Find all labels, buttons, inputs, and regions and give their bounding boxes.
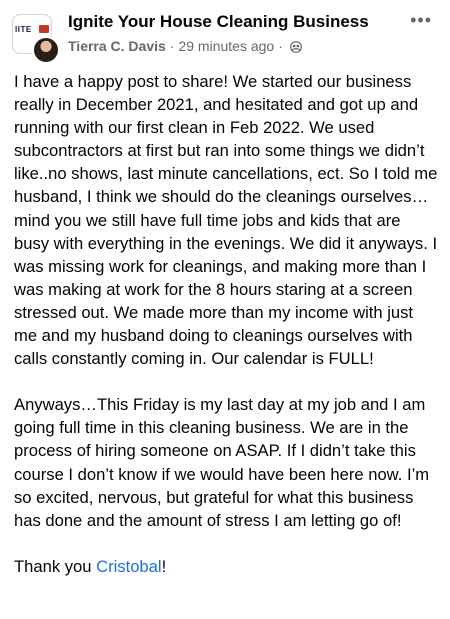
post-header — [0, 0, 450, 66]
group-logo-text: IITE — [15, 25, 32, 34]
paragraph-gap — [14, 532, 440, 555]
mention-link[interactable]: Cristobal — [96, 556, 162, 576]
thanks-prefix: Thank you — [14, 556, 97, 576]
group-logo-mark — [39, 25, 49, 33]
post-thanks-line — [14, 555, 440, 578]
avatar-stack[interactable] — [12, 14, 60, 62]
more-options-icon[interactable]: ••• — [410, 10, 432, 30]
post-body — [14, 70, 440, 578]
group-name-link[interactable]: Ignite Your House Cleaning Business — [68, 12, 369, 31]
paragraph-gap — [14, 370, 440, 393]
separator-dot: · — [169, 38, 175, 54]
post-meta — [68, 38, 302, 54]
group-members-icon — [290, 41, 302, 53]
post-paragraph-2: Anyways…This Friday is my last day at my job and I am going full time in this cleaning business. We are in the process of hiring someone on ASAP. If I didn’t take this course I don’t know if we would have been here now. I’m so excited, nervous, but grateful for what this business has done and the amount of stress I am letting go of! — [14, 395, 430, 530]
post-paragraph-1: I have a happy post to share! We started our business really in December 2021, and hesitated and got up and running with our first clean in Feb 2022. We used subcontractors at first but ran into some things we didn’t like..no shows, last minute cancellations, ect. So I told me husband, I think we should do the cleanings ourselves…mind you we still have full time jobs and kids that are busy with everything in the evenings. We did it anyways. I was missing work for cleanings, and making more than I was making at work for the 8 hours staring at a screen stressed out. We made more than my income with just me and my husband doing to cleanings ourselves with calls constantly coming in. Our calendar is FULL! — [14, 72, 438, 369]
post-timestamp[interactable]: 29 minutes ago — [178, 38, 275, 54]
thanks-suffix: ! — [161, 556, 167, 576]
author-name-link[interactable]: Tierra C. Davis — [68, 38, 166, 54]
separator-dot: · — [278, 38, 283, 54]
author-avatar[interactable] — [32, 36, 60, 64]
